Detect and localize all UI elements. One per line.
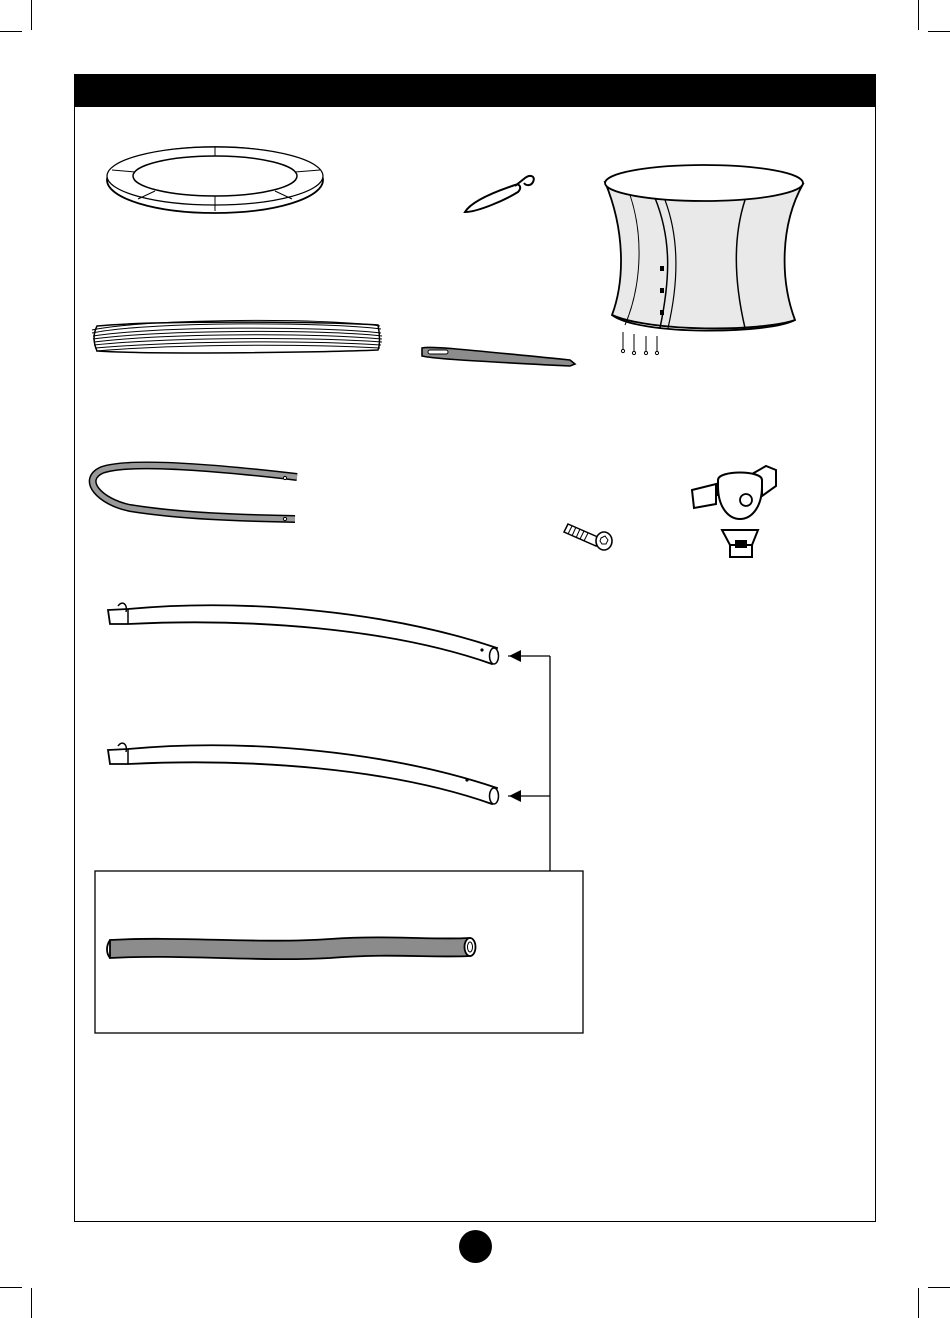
curved-pole-icon	[108, 743, 550, 804]
ground-stake-icon	[422, 347, 575, 366]
arrow-icon	[509, 790, 521, 802]
foam-sleeve-icon	[107, 937, 476, 959]
rope-bundle-icon	[92, 320, 382, 353]
net-band-icon	[93, 465, 297, 520]
frame-padding-icon	[107, 147, 323, 213]
page-number-badge	[459, 1230, 492, 1263]
arrow-icon	[509, 650, 521, 662]
safety-net-icon	[605, 165, 803, 355]
curved-pole-icon	[108, 603, 550, 664]
hook-strap-icon	[465, 176, 534, 212]
bolt-icon	[564, 524, 612, 550]
connector-icon	[692, 466, 776, 557]
